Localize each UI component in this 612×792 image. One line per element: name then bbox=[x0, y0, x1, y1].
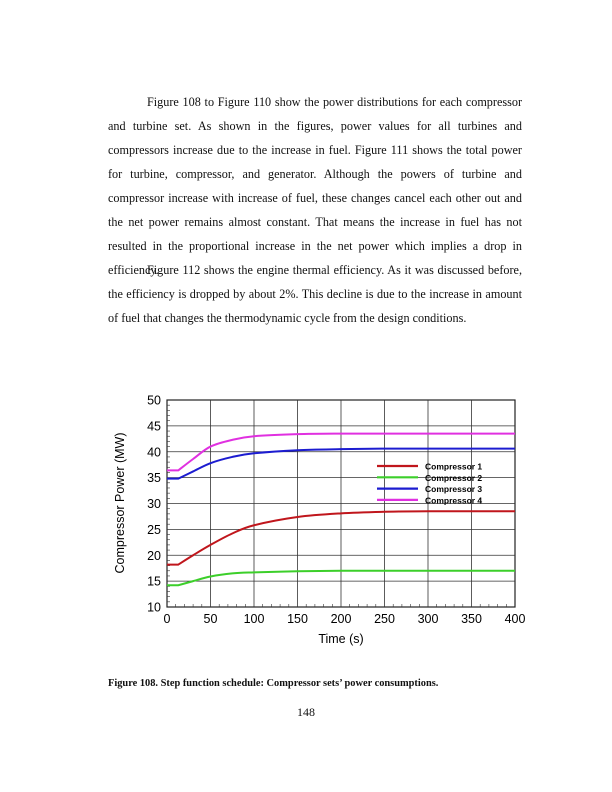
legend-label: Compressor 3 bbox=[425, 484, 483, 495]
y-tick-label: 25 bbox=[147, 522, 161, 537]
x-tick-label: 50 bbox=[203, 612, 218, 626]
body-paragraph: Figure 108 to Figure 110 show the power distributions for each compressor and turbine set. As shown in the figures, power values for all turbines and compressors increase due to the increase in fuel. Figure 111 shows the total power for turbine, compressor, and generator. Although the powers of turbine and compressor increase with increase of fuel, these changes cancel each other out and the net power remains almost constant. That means the increase in fuel has not resulted in the proportional increase in the net power which implies a drop in efficiency. bbox=[108, 95, 522, 277]
x-axis-label: Time (s) bbox=[318, 632, 364, 646]
body-paragraph: Figure 112 shows the engine thermal efficiency. As it was discussed before, the efficiency is dropped by about 2%. This decline is due to the increase in amount of fuel that changes the thermodynamic cycle from the design conditions. bbox=[108, 263, 522, 325]
y-tick-label: 30 bbox=[147, 497, 161, 511]
legend-label: Compressor 4 bbox=[425, 495, 483, 506]
x-tick-label: 350 bbox=[461, 612, 482, 626]
y-tick-label: 20 bbox=[147, 548, 161, 563]
y-tick-label: 45 bbox=[147, 419, 161, 434]
y-tick-label: 50 bbox=[147, 393, 161, 408]
y-axis-label: Compressor Power (MW) bbox=[113, 432, 127, 574]
figure-caption: Figure 108. Step function schedule: Compressor sets’ power consumptions. bbox=[108, 678, 439, 689]
x-tick-label: 0 bbox=[163, 612, 171, 626]
compressor-power-chart bbox=[100, 390, 530, 655]
x-tick-label: 200 bbox=[330, 612, 352, 626]
y-tick-label: 40 bbox=[147, 445, 161, 460]
x-tick-label: 250 bbox=[374, 612, 395, 626]
x-tick-label: 150 bbox=[287, 612, 308, 626]
x-tick-label: 300 bbox=[417, 612, 439, 626]
x-tick-label: 100 bbox=[243, 612, 265, 626]
x-tick-label: 400 bbox=[504, 612, 526, 626]
y-tick-label: 35 bbox=[147, 471, 161, 486]
page-number: 148 bbox=[297, 705, 315, 719]
legend-label: Compressor 1 bbox=[425, 461, 483, 472]
y-tick-label: 15 bbox=[147, 574, 161, 589]
y-tick-label: 10 bbox=[147, 600, 161, 615]
legend-label: Compressor 2 bbox=[425, 472, 483, 483]
